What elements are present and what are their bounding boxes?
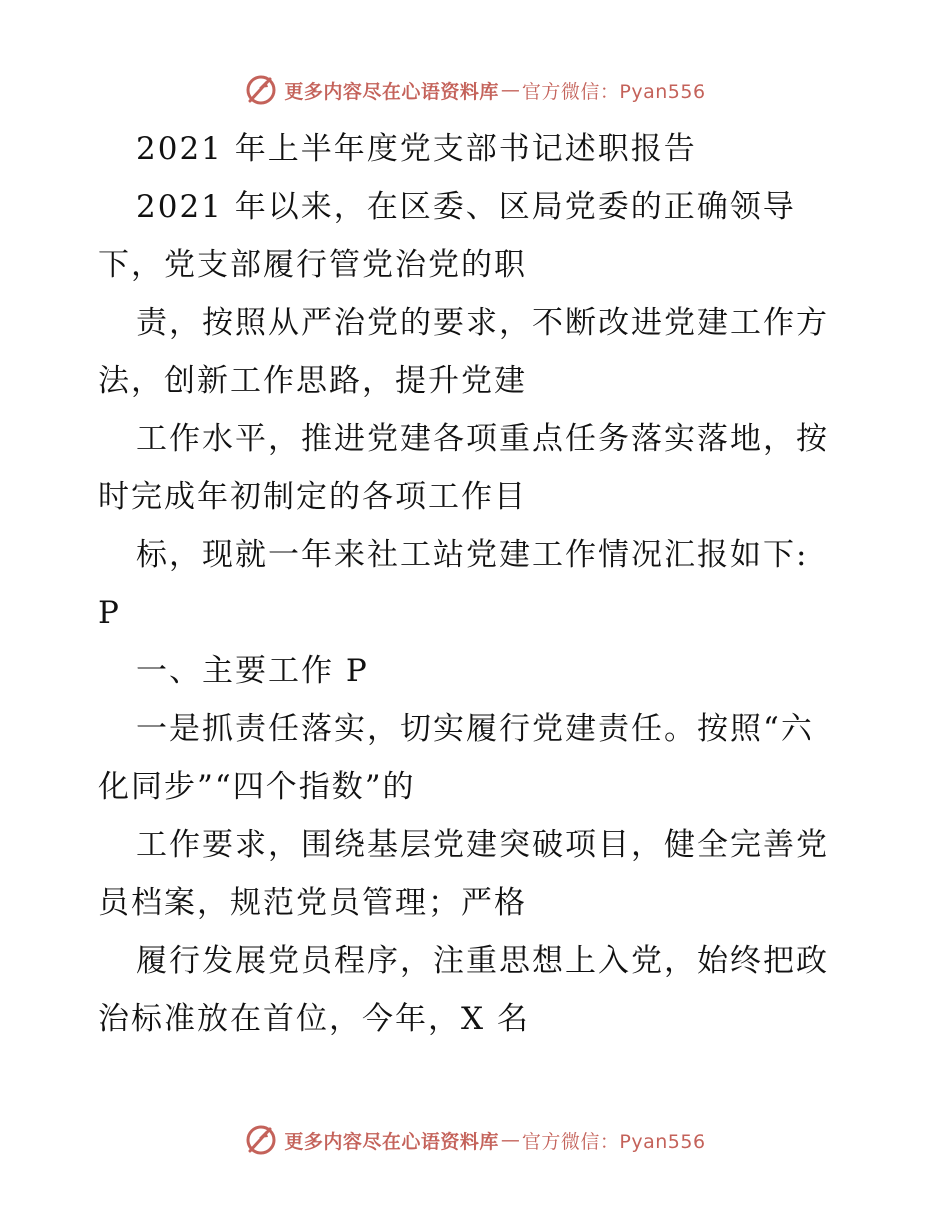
document-title: 2021 年上半年度党支部书记述职报告 (136, 131, 697, 167)
text-line: 下，党支部履行管党治党的职 (98, 247, 527, 283)
text-line: 一是抓责任落实，切实履行党建责任。按照“六 (136, 711, 814, 747)
text-line: 责，按照从严治党的要求，不断改进党建工作方 (136, 305, 829, 341)
watermark-text: 更多内容尽在心语资料库 (284, 80, 499, 103)
header-watermark (0, 70, 950, 110)
text-line: 履行发展党员程序，注重思想上入党，始终把政 (136, 943, 829, 979)
document-body (98, 120, 858, 1048)
section-heading: 一、主要工作 P (136, 653, 369, 689)
text-line: 工作要求，围绕基层党建突破项目，健全完善党 (136, 827, 829, 863)
watermark-account: 官方微信：Pyan556 (521, 80, 706, 103)
text-line: 化同步”“四个指数”的 (98, 769, 416, 805)
watermark-separator: — (500, 79, 520, 101)
feather-logo-icon (244, 1123, 278, 1157)
text-line: 法，创新工作思路，提升党建 (98, 363, 527, 399)
text-line: 工作水平，推进党建各项重点任务落实落地，按 (136, 421, 829, 457)
watermark-account: 官方微信：Pyan556 (521, 1130, 706, 1153)
text-line: 治标准放在首位，今年，X 名 (98, 1001, 530, 1037)
text-line: P (98, 595, 121, 631)
text-line: 标，现就一年来社工站党建工作情况汇报如下: (136, 537, 809, 573)
text-line: 员档案，规范党员管理；严格 (98, 885, 527, 921)
watermark-text: 更多内容尽在心语资料库 (284, 1130, 499, 1153)
feather-logo-icon (244, 73, 278, 107)
text-line: 时完成年初制定的各项工作目 (98, 479, 527, 515)
text-line: 2021 年以来，在区委、区局党委的正确领导 (136, 189, 796, 225)
footer-watermark (0, 1120, 950, 1160)
watermark-separator: — (500, 1129, 520, 1151)
